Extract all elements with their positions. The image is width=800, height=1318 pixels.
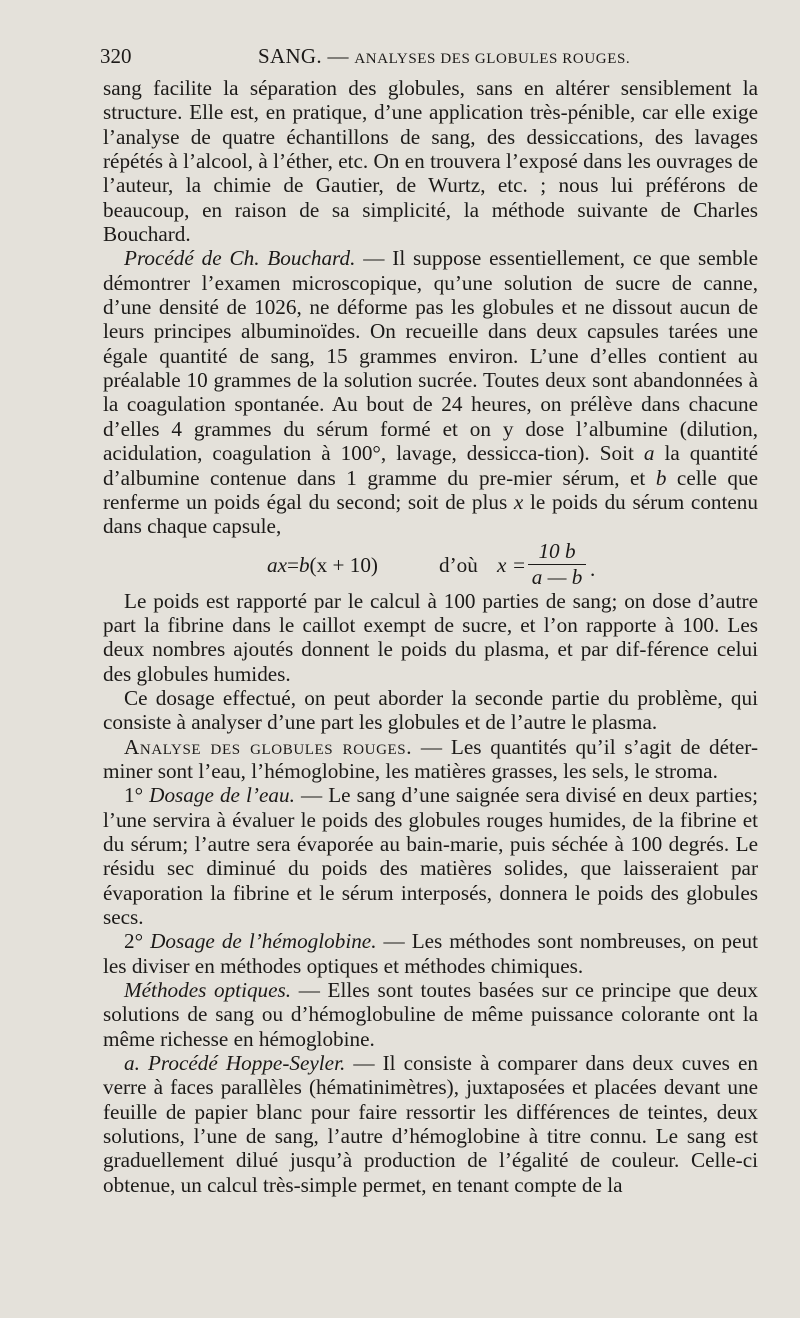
methodes-optiques-text: — Elles sont toutes basées sur ce principe que deux solutions de sang ou d’hémoglobuline de même puissance colorante ont la même richesse en hémoglobine. bbox=[103, 978, 758, 1051]
formula-dou: d’où bbox=[439, 552, 478, 577]
page-number: 320 bbox=[100, 44, 132, 68]
variable-x: x bbox=[513, 489, 524, 514]
eau-heading: Dosage de l’eau. bbox=[149, 783, 295, 808]
formula-equation bbox=[267, 553, 378, 577]
running-title-main: SANG. — bbox=[258, 44, 349, 68]
formula-fraction bbox=[526, 539, 588, 589]
bouchard-text-3: celle que renferme un poids égal du second; soit de plus bbox=[103, 465, 759, 514]
hemoglobine-number: 2° bbox=[124, 929, 144, 954]
paragraph-analyse bbox=[103, 735, 758, 784]
analyse-heading: Analyse des globules rouges. bbox=[124, 734, 413, 759]
analyse-text: — Les quantités qu’il s’agit de déter-miner sont l’eau, l’hémoglobine, les matières grasses, les sels, le stroma. bbox=[103, 734, 758, 783]
formula-rhs-b: b bbox=[298, 552, 310, 577]
formula-rhs-paren: (x + 10) bbox=[309, 552, 378, 577]
paragraph-hemoglobine bbox=[103, 929, 758, 978]
paragraph-methodes-optiques bbox=[103, 978, 758, 1051]
running-title-subject: ANALYSES DES GLOBULES ROUGES. bbox=[354, 51, 631, 67]
running-title bbox=[258, 44, 630, 69]
hoppe-seyler-heading: a. Procédé Hoppe-Seyler. bbox=[124, 1051, 346, 1076]
hoppe-seyler-text: — Il consiste à comparer dans deux cuves en verre à faces parallèles (hématinimètres), juxtaposées et placées devant une feuille de papier blanc pour faire ressortir les différences de teintes, deux solutions, l’une de sang, l’autre d’hémoglobine à titre connu. Le sang est graduellement dilué jusqu’à production de l’égalité de couleur. Celle-ci obtenue, un calcul très-simple permet, en tenant compte de la bbox=[103, 1051, 759, 1197]
paragraph-eau bbox=[103, 783, 758, 929]
running-header bbox=[100, 44, 760, 72]
hemoglobine-text: — Les méthodes sont nombreuses, on peut les diviser en méthodes optiques et méthodes chimiques. bbox=[103, 929, 758, 978]
formula-equals: = bbox=[287, 552, 299, 577]
eau-number: 1° bbox=[124, 783, 144, 808]
paragraph-bouchard bbox=[103, 246, 758, 538]
page-body bbox=[103, 76, 758, 1197]
bouchard-text-4: le poids du sérum contenu dans chaque capsule, bbox=[103, 489, 758, 539]
bouchard-heading: Procédé de Ch. Bouchard. bbox=[124, 246, 356, 271]
paragraph-intro: sang facilite la séparation des globules, sans en altérer sensiblement la structure. Elle est, en pratique, d’une application très-pénible, car elle exige l’analyse de quatre échantillons de sang, des dessiccations, des lavages répétés à l’alcool, à l’éther, etc. On en trouvera l’exposé dans les ouvrages de l’auteur, la chimie de Gautier, de Wurtz, etc. ; nous lui préférons de beaucoup, en raison de sa simplicité, la méthode suivante de Charles Bouchard. bbox=[103, 76, 758, 247]
variable-a: a bbox=[643, 441, 655, 466]
bouchard-text-1: — Il suppose essentiellement, ce que semble démontrer l’examen microscopique, qu’une solution de sucre de canne, d’une densité de 1026, ne déforme pas les globules et ne dissout aucun de leurs principes albuminoïdes. On recueille dans deux capsules tarées une égale quantité de sang, 15 grammes environ. L’une d’elles contient au préalable 10 grammes de la solution sucrée. Toutes deux sont abandonnées à la coagulation spontanée. Au bout de 24 heures, on prélève dans chacune d’elles 4 grammes du sérum formé et on y dose l’albumine (dilution, acidulation, coagulation à 100°, lavage, dessicca-tion). Soit bbox=[103, 246, 758, 466]
formula-x-equals: x = bbox=[497, 552, 526, 577]
formula bbox=[103, 539, 758, 589]
paragraph-dosage: Ce dosage effectué, on peut aborder la seconde partie du problème, qui consiste à analyser d’une part les globules et de l’autre le plasma. bbox=[103, 685, 758, 735]
variable-b: b bbox=[655, 465, 667, 490]
formula-period: . bbox=[590, 556, 596, 581]
formula-numerator: 10 b bbox=[538, 538, 576, 563]
hemoglobine-heading: Dosage de l’hémoglobine. bbox=[150, 929, 377, 954]
formula-lhs: ax bbox=[267, 552, 287, 577]
paragraph-hoppe-seyler bbox=[103, 1051, 758, 1197]
eau-text: — Le sang d’une saignée sera divisé en deux parties; l’une servira à évaluer le poids des globules rouges humides, de la fibrine et du sérum; l’autre sera évaporée au bain-marie, puis séchée à 100 degrés. Le résidu sec diminué du poids des matières solides, que laisseraient par évaporation la fibrine et le sérum interposés, donnera le poids des globules secs. bbox=[103, 783, 759, 929]
methodes-optiques-heading: Méthodes optiques. bbox=[124, 978, 292, 1003]
paragraph-poids: Le poids est rapporté par le calcul à 100 parties de sang; on dose d’autre part la fibrine dans le caillot exempt de sucre, et l’on rapporte à 100. Les deux nombres ajoutés donnent le poids du plasma, et par dif-férence celui des globules humides. bbox=[103, 588, 758, 686]
formula-denominator: a — b bbox=[531, 564, 583, 589]
bouchard-text-2: la quantité d’albumine contenue dans 1 gramme du pre-mier sérum, et bbox=[103, 441, 758, 490]
